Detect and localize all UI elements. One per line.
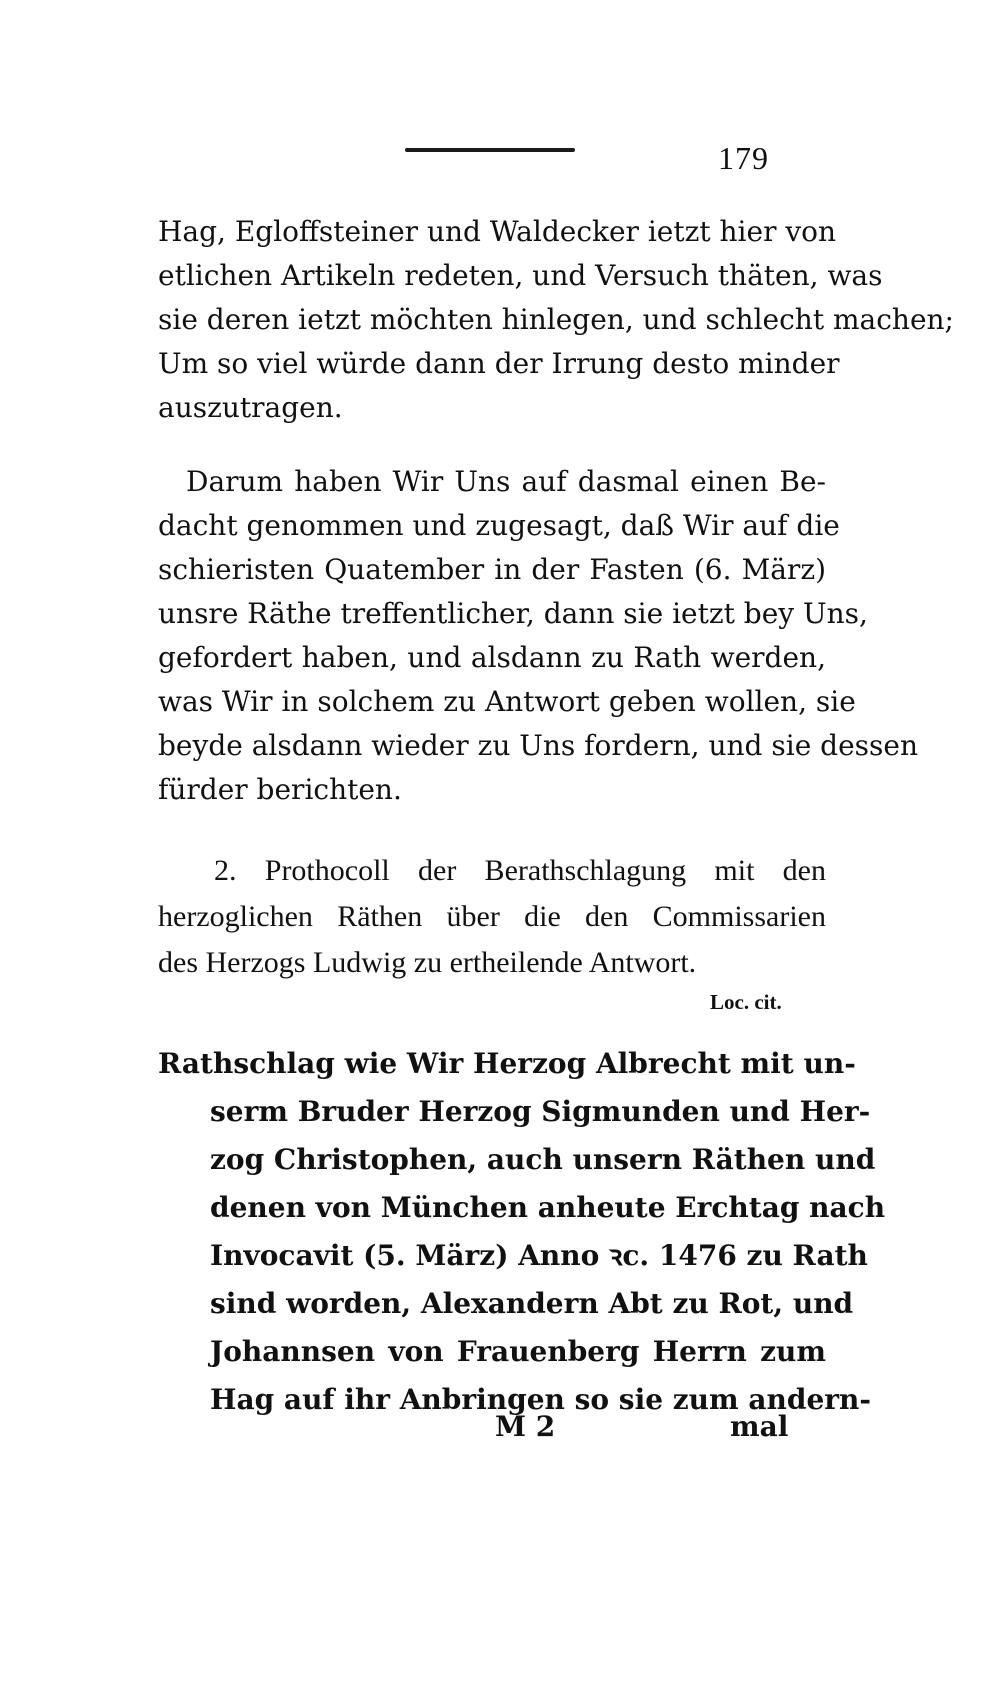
text-line: unsre Räthe treffentlicher, dann sie ietzt bey Uns,	[158, 597, 868, 630]
text-line: Johannsen von Frauenberg Herrn zum	[210, 1335, 826, 1368]
text-line: Hag auf ihr Anbringen so sie zum andern-	[210, 1383, 872, 1416]
header-rule	[405, 148, 575, 152]
text-line: Darum haben Wir Uns auf dasmal einen Be-	[186, 465, 826, 498]
text-line: auszutragen.	[158, 391, 343, 424]
text-line: etlichen Artikeln redeten, und Versuch thäten, was	[158, 259, 883, 292]
text-line: sie deren ietzt möchten hinlegen, und schlecht machen;	[158, 303, 954, 336]
heading-line: herzoglichen Räthen über die den Commissarien	[158, 900, 826, 933]
section-heading	[158, 848, 826, 986]
text-line: zog Christophen, auch unsern Räthen und	[210, 1143, 876, 1176]
text-line: sind worden, Alexandern Abt zu Rot, und	[210, 1287, 854, 1320]
signature-mark: M 2	[495, 1410, 556, 1443]
text-line: Rathschlag wie Wir Herzog Albrecht mit un-	[158, 1047, 856, 1080]
source-reference: Loc. cit.	[710, 990, 782, 1014]
heading-line: des Herzogs Ludwig zu ertheilende Antwort.	[158, 946, 697, 979]
paragraph-continuation	[158, 210, 954, 430]
text-line: Um so viel würde dann der Irrung desto minder	[158, 347, 840, 380]
text-line: Hag, Egloffsteiner und Waldecker ietzt hier von	[158, 215, 837, 248]
text-line: Invocavit (5. März) Anno ꝛc. 1476 zu Rath	[210, 1239, 868, 1272]
text-line: serm Bruder Herzog Sigmunden und Her-	[210, 1095, 871, 1128]
text-line: schieristen Quatember in der Fasten (6. März)	[158, 553, 826, 586]
text-line: was Wir in solchem zu Antwort geben wollen, sie	[158, 685, 856, 718]
paragraph-rathschlag	[158, 1040, 886, 1424]
paragraph-darum	[158, 460, 919, 812]
text-line: fürder berichten.	[158, 773, 402, 806]
page-number: 179	[718, 140, 769, 176]
catchword: mal	[730, 1410, 789, 1443]
text-line: beyde alsdann wieder zu Uns fordern, und sie dessen	[158, 729, 919, 762]
text-line: dacht genommen und zugesagt, daß Wir auf die	[158, 509, 840, 542]
heading-line: 2. Prothocoll der Berathschlagung mit den	[214, 854, 826, 887]
text-line: denen von München anheute Erchtag nach	[210, 1191, 886, 1224]
text-line: gefordert haben, und alsdann zu Rath werden,	[158, 641, 826, 674]
